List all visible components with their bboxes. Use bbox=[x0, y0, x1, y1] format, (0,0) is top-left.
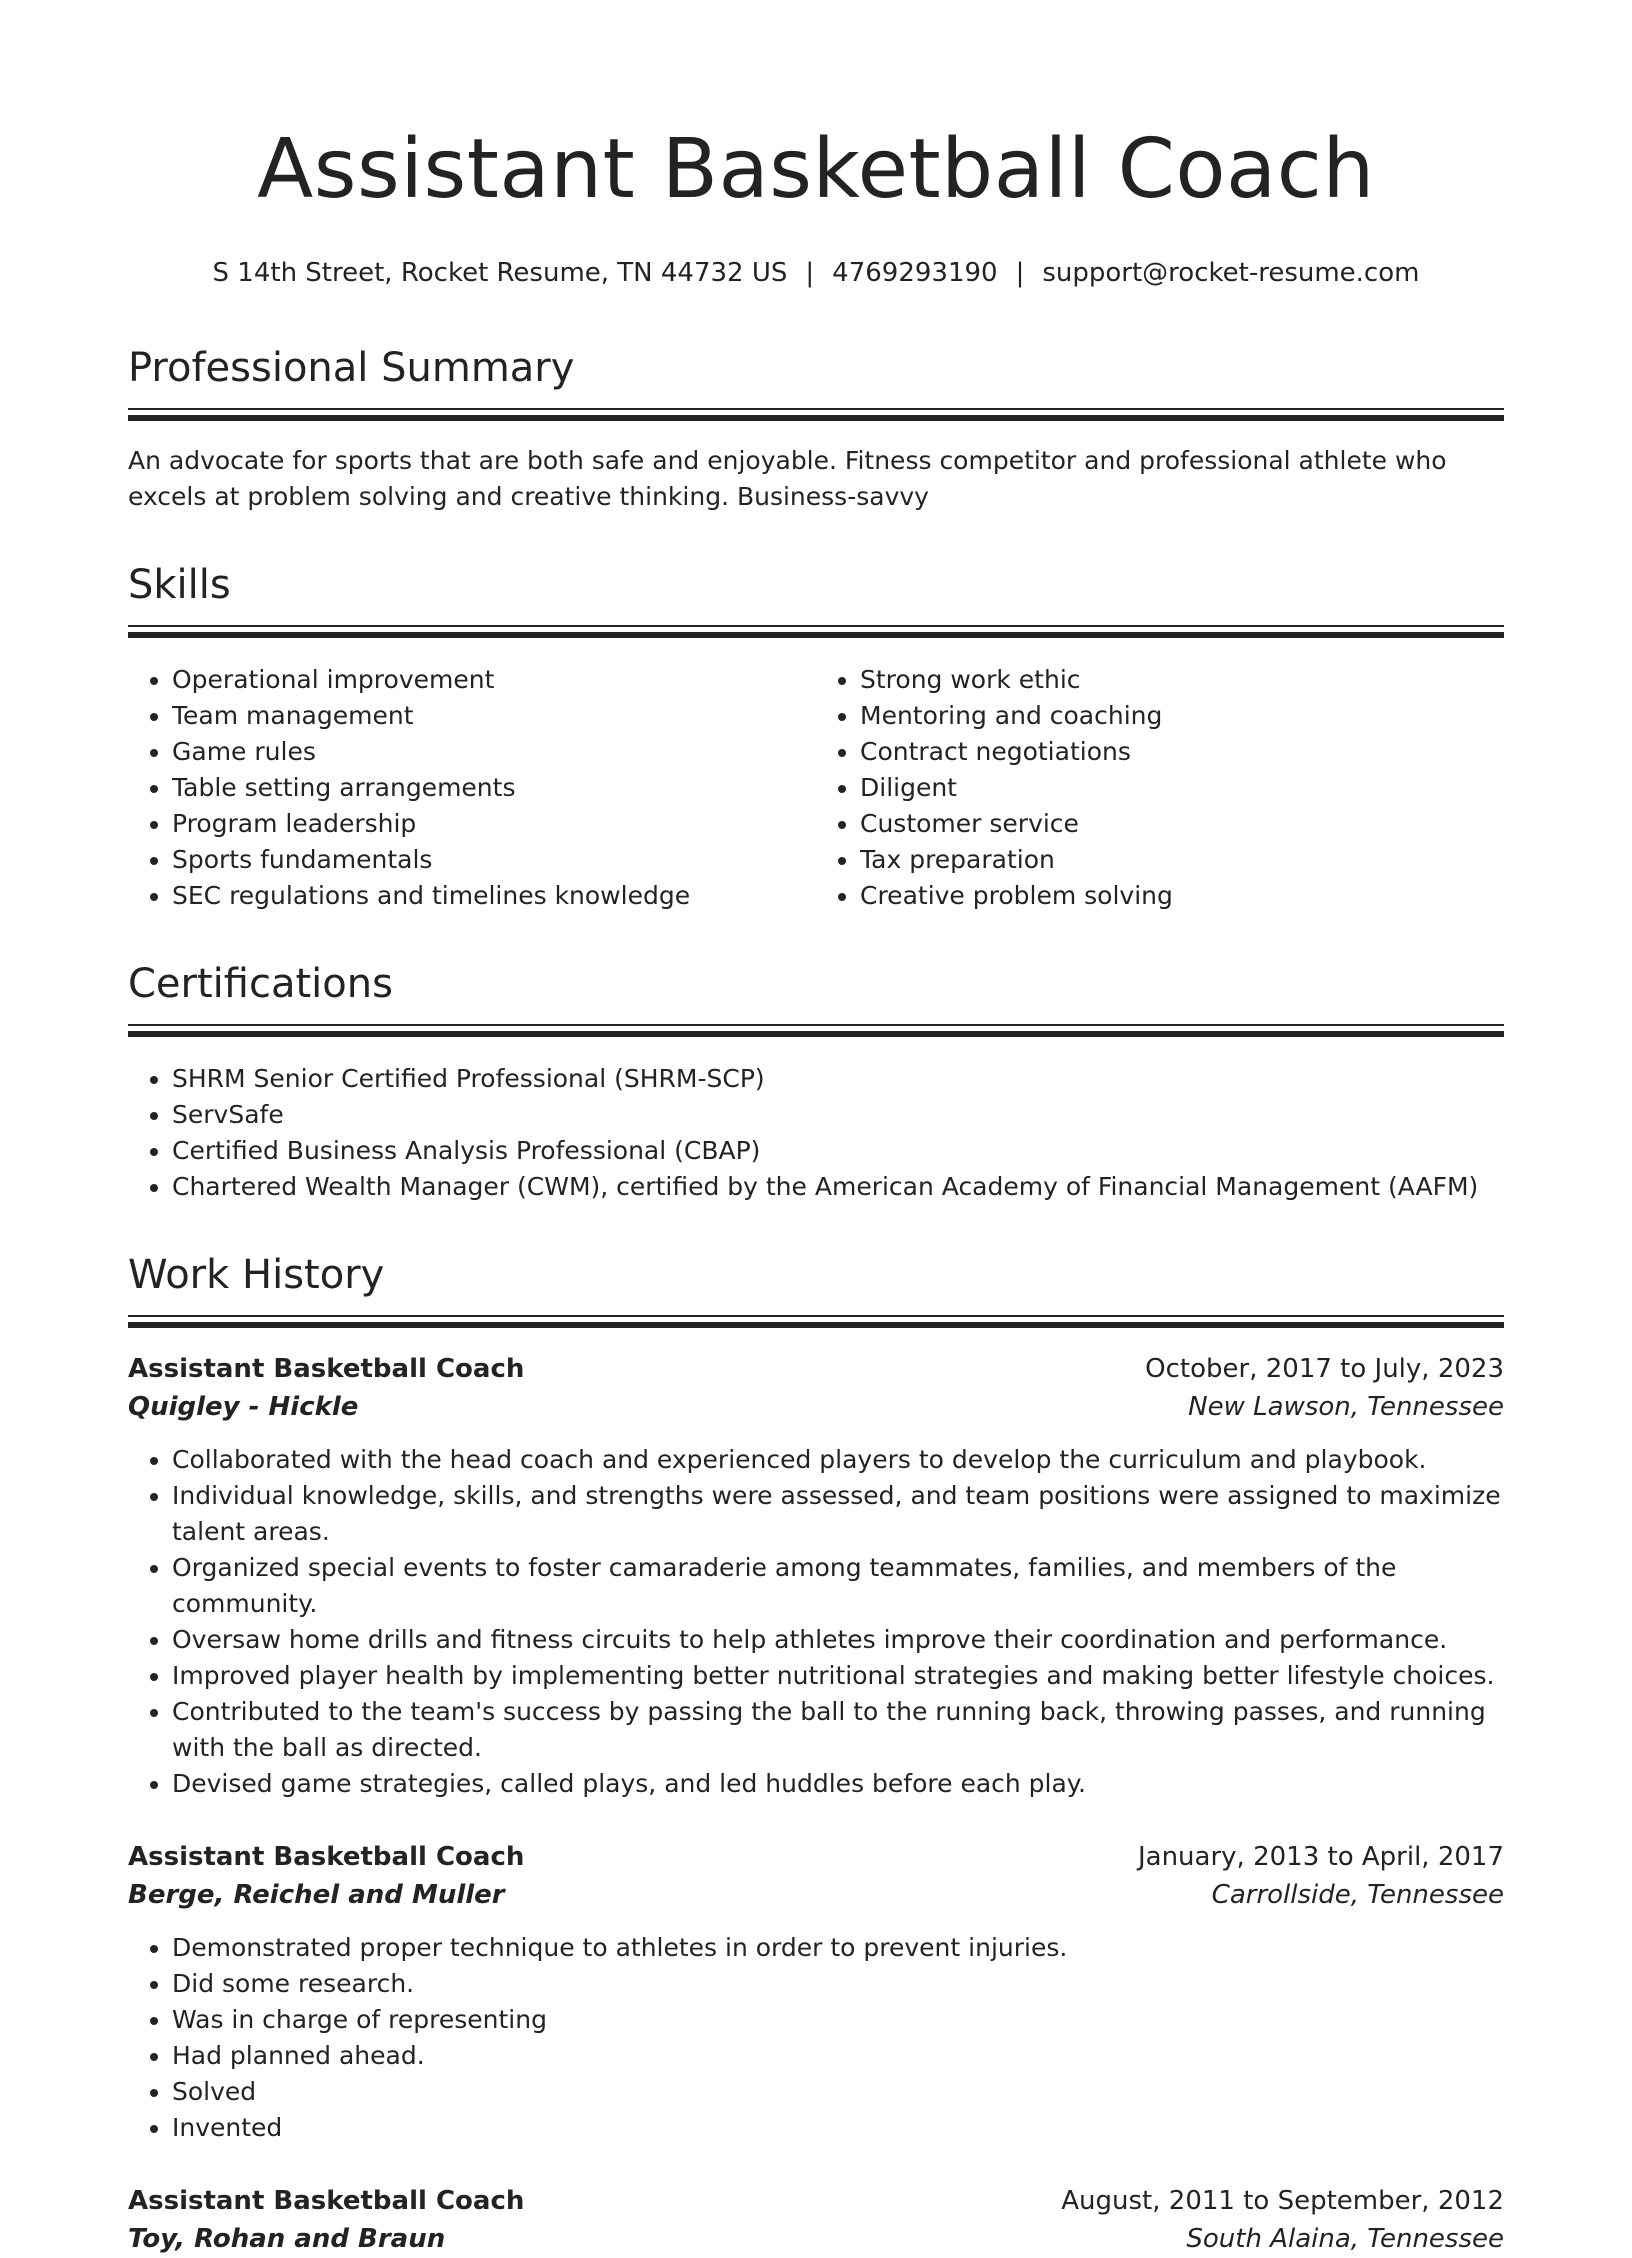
job-location: Carrollside, Tennessee bbox=[1211, 1880, 1504, 1910]
job-title: Assistant Basketball Coach bbox=[128, 1354, 525, 1384]
section-divider bbox=[128, 1315, 1504, 1328]
skill-item: • Tax preparation bbox=[860, 842, 1504, 878]
contact-address: S 14th Street, Rocket Resume, TN 44732 US bbox=[212, 258, 788, 288]
job-header bbox=[128, 1838, 1504, 1876]
job-header bbox=[128, 2182, 1504, 2220]
section-title-skills: Skills bbox=[128, 562, 231, 608]
skill-item: • Mentoring and coaching bbox=[860, 698, 1504, 734]
contact-separator: | bbox=[805, 258, 815, 288]
section-title-certifications: Certifications bbox=[128, 961, 393, 1007]
skill-item: • Contract negotiations bbox=[860, 734, 1504, 770]
section-title-work-history: Work History bbox=[128, 1252, 385, 1298]
skill-item: • Table setting arrangements bbox=[172, 770, 816, 806]
job-company: Berge, Reichel and Muller bbox=[128, 1880, 505, 1910]
job-title: Assistant Basketball Coach bbox=[128, 1842, 525, 1872]
contact-phone: 4769293190 bbox=[832, 258, 998, 288]
job-subheader bbox=[128, 1876, 1504, 1914]
job-duty: • Invented bbox=[172, 2110, 1504, 2146]
work-history-section bbox=[128, 1251, 1504, 2258]
skill-item: • Customer service bbox=[860, 806, 1504, 842]
job-subheader bbox=[128, 2220, 1504, 2258]
job-header bbox=[128, 1350, 1504, 1388]
job-duty: • Improved player health by implementing better nutritional strategies and making better lifestyle choices. bbox=[172, 1658, 1504, 1694]
skill-item: • Operational improvement bbox=[172, 662, 816, 698]
skill-item: • Program leadership bbox=[172, 806, 816, 842]
section-divider bbox=[128, 408, 1504, 421]
job-duty: • Oversaw home drills and fitness circuits to help athletes improve their coordination and performance. bbox=[172, 1622, 1504, 1658]
skill-item: • Sports fundamentals bbox=[172, 842, 816, 878]
certification-item: • ServSafe bbox=[172, 1097, 1504, 1133]
resume-name: Assistant Basketball Coach bbox=[257, 122, 1375, 217]
contact-separator: | bbox=[1015, 258, 1025, 288]
skill-item: • Game rules bbox=[172, 734, 816, 770]
job-location: South Alaina, Tennessee bbox=[1186, 2224, 1504, 2254]
skills-section bbox=[128, 561, 1504, 914]
certifications-list bbox=[128, 1061, 1504, 1205]
skill-item: • Team management bbox=[172, 698, 816, 734]
job-duties-list bbox=[128, 1930, 1504, 2146]
job-dates: August, 2011 to September, 2012 bbox=[1061, 2186, 1504, 2216]
job-company: Toy, Rohan and Braun bbox=[128, 2224, 446, 2254]
job-duty: • Devised game strategies, called plays, and led huddles before each play. bbox=[172, 1766, 1504, 1802]
skill-item: • SEC regulations and timelines knowledge bbox=[172, 878, 816, 914]
certification-item: • Certified Business Analysis Professional (CBAP) bbox=[172, 1133, 1504, 1169]
job-duty: • Was in charge of representing bbox=[172, 2002, 1504, 2038]
job-dates: October, 2017 to July, 2023 bbox=[1145, 1354, 1504, 1384]
job-duty: • Individual knowledge, skills, and strengths were assessed, and team positions were assigned to maximize talent areas. bbox=[172, 1478, 1504, 1550]
job-duty: • Organized special events to foster camaraderie among teammates, families, and members of the community. bbox=[172, 1550, 1504, 1622]
job-duty: • Demonstrated proper technique to athletes in order to prevent injuries. bbox=[172, 1930, 1504, 1966]
skills-grid bbox=[128, 662, 1504, 914]
job-location: New Lawson, Tennessee bbox=[1188, 1392, 1504, 1422]
section-divider bbox=[128, 1024, 1504, 1037]
skill-item: • Diligent bbox=[860, 770, 1504, 806]
job-entry bbox=[128, 1350, 1504, 1802]
job-duty: • Had planned ahead. bbox=[172, 2038, 1504, 2074]
job-duty: • Solved bbox=[172, 2074, 1504, 2110]
certification-item: • SHRM Senior Certified Professional (SHRM-SCP) bbox=[172, 1061, 1504, 1097]
job-duty: • Collaborated with the head coach and experienced players to develop the curriculum and playbook. bbox=[172, 1442, 1504, 1478]
certifications-section bbox=[128, 960, 1504, 1205]
section-divider bbox=[128, 625, 1504, 638]
skills-list-right bbox=[816, 662, 1504, 914]
summary-text: An advocate for sports that are both safe and enjoyable. Fitness competitor and professional athlete who excels at problem solving and creative thinking. Business-savvy bbox=[128, 446, 1447, 511]
professional-summary-section bbox=[128, 344, 1504, 515]
job-subheader bbox=[128, 1388, 1504, 1426]
contact-line bbox=[128, 256, 1504, 290]
job-company: Quigley - Hickle bbox=[128, 1392, 359, 1422]
job-duty: • Contributed to the team's success by passing the ball to the running back, throwing passes, and running with the ball as directed. bbox=[172, 1694, 1504, 1766]
section-title-summary: Professional Summary bbox=[128, 345, 575, 391]
job-duties-list bbox=[128, 1442, 1504, 1802]
job-entry bbox=[128, 2182, 1504, 2258]
job-title: Assistant Basketball Coach bbox=[128, 2186, 525, 2216]
job-duty: • Did some research. bbox=[172, 1966, 1504, 2002]
certification-item: • Chartered Wealth Manager (CWM), certified by the American Academy of Financial Management (AAFM) bbox=[172, 1169, 1504, 1205]
job-dates: January, 2013 to April, 2017 bbox=[1137, 1842, 1504, 1872]
job-entry bbox=[128, 1838, 1504, 2146]
skill-item: • Creative problem solving bbox=[860, 878, 1504, 914]
skill-item: • Strong work ethic bbox=[860, 662, 1504, 698]
contact-email: support@rocket-resume.com bbox=[1042, 258, 1420, 288]
skills-list-left bbox=[128, 662, 816, 914]
